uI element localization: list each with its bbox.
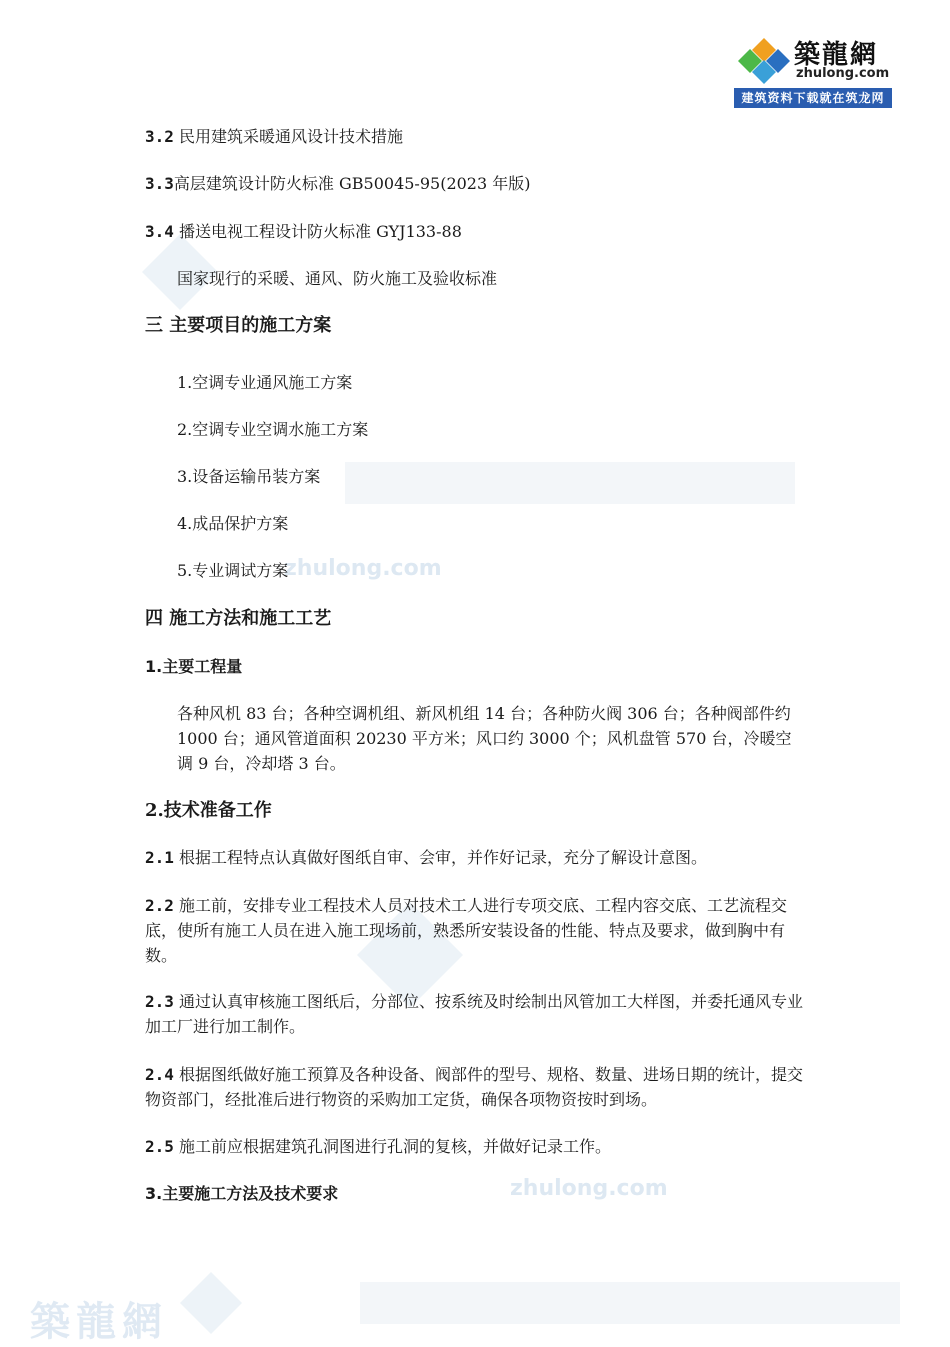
plan-item: 4.成品保护方案 — [177, 514, 289, 533]
clause-2-5 — [145, 1134, 805, 1159]
logo-tagline: 建筑资料下载就在筑龙网 — [734, 88, 892, 108]
clause-number: 2.3 — [145, 992, 174, 1011]
watermark-band — [345, 462, 795, 504]
clause-text: 施工前，安排专业工程技术人员对技术工人进行专项交底、工程内容交底、工艺流程交底，使所有施工人员在进入施工现场前，熟悉所安装设备的性能、特点及要求，做到胸中有数。 — [145, 896, 788, 965]
clause-text: 国家现行的采暖、通风、防火施工及验收标准 — [177, 269, 498, 288]
zhulong-logo[interactable] — [734, 32, 892, 108]
clause-number: 3.2 — [145, 127, 174, 146]
logo-pinwheel-icon — [736, 36, 792, 86]
clause-3-3 — [145, 171, 531, 196]
clause-text: 施工前应根据建筑孔洞图进行孔洞的复核，并做好记录工作。 — [179, 1137, 612, 1156]
paragraph-text: 各种风机 83 台；各种空调机组、新风机组 14 台；各种防火阀 306 台；各种阀部件约 1000 台；通风管道面积 20230 平方米；风口约 3000 个；风机盘管 570 台，冷暖空调 9 台，冷却塔 3 台。 — [177, 704, 792, 773]
clause-number: 2.4 — [145, 1065, 174, 1084]
clause-number: 2.1 — [145, 848, 174, 867]
logo-top — [734, 32, 892, 87]
section-heading-4: 四 施工方法和施工工艺 — [145, 608, 332, 629]
subheading-quantities: 1.主要工程量 — [145, 657, 243, 676]
clause-3-4 — [145, 219, 462, 244]
section-heading-3: 三 主要项目的施工方案 — [145, 315, 332, 336]
subheading-tech-prep: 2.技术准备工作 — [145, 800, 272, 821]
clause-2-3 — [145, 989, 805, 1039]
clause-number: 3.3 — [145, 174, 174, 193]
watermark-domain-text: zhulong.com — [510, 1176, 668, 1201]
plan-item: 3.设备运输吊装方案 — [177, 467, 321, 486]
plan-item: 5.专业调试方案 — [177, 561, 289, 580]
clause-text: 根据图纸做好施工预算及各种设备、阀部件的型号、规格、数量、进场日期的统计，提交物资部门，经批准后进行物资的采购加工定货，确保各项物资按时到场。 — [145, 1065, 804, 1109]
clause-3-2 — [145, 124, 403, 149]
clause-text: 通过认真审核施工图纸后，分部位、按系统及时绘制出风管加工大样图，并委托通风专业加工厂进行加工制作。 — [145, 992, 804, 1036]
logo-domain: zhulong.com — [796, 66, 890, 81]
clause-2-1 — [145, 845, 805, 870]
watermark-brand-text: 築龍網 — [30, 1298, 168, 1345]
logo-name: 築龍網 — [794, 40, 879, 70]
clause-2-2 — [145, 893, 805, 968]
watermark-band — [360, 1282, 900, 1324]
subheading-methods: 3.主要施工方法及技术要求 — [145, 1184, 339, 1203]
clause-number: 2.2 — [145, 896, 174, 915]
clause-standards — [177, 266, 497, 291]
plan-item: 1.空调专业通风施工方案 — [177, 373, 353, 392]
clause-text: 民用建筑采暖通风设计技术措施 — [179, 127, 404, 146]
clause-text: 播送电视工程设计防火标准 GYJ133-88 — [179, 222, 462, 241]
clause-number: 2.5 — [145, 1137, 174, 1156]
clause-number: 3.4 — [145, 222, 174, 241]
watermark-snowflake-icon — [178, 1270, 244, 1336]
plan-item: 2.空调专业空调水施工方案 — [177, 420, 369, 439]
clause-text: 根据工程特点认真做好图纸自审、会审，并作好记录，充分了解设计意图。 — [179, 848, 708, 867]
clause-2-4 — [145, 1062, 805, 1112]
clause-text: 高层建筑设计防火标准 GB50045-95(2023 年版) — [173, 174, 531, 193]
quantities-paragraph — [145, 701, 805, 776]
watermark-domain-text: zhulong.com — [284, 556, 442, 581]
